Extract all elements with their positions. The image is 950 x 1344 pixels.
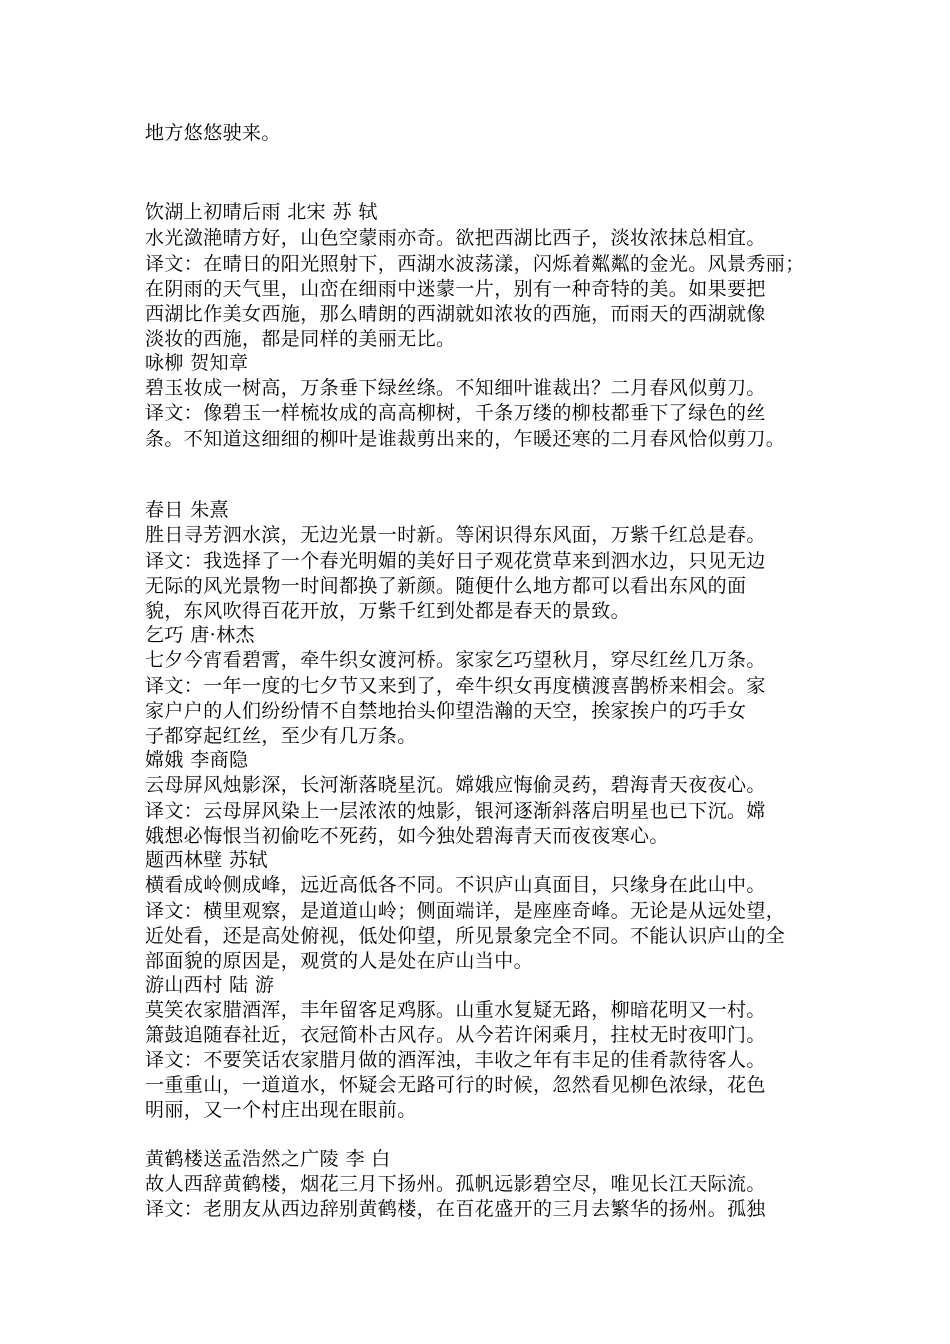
- translation-line: 译文：像碧玉一样梳妆成的高高柳树，千条万缕的柳枝都垂下了绿色的丝: [145, 402, 766, 424]
- translation-line: 在阴雨的天气里，山峦在细雨中迷蒙一片，别有一种奇特的美。如果要把: [145, 278, 766, 300]
- poem-title: 春日 朱熹: [145, 499, 230, 521]
- poem-text: 故人西辞黄鹤楼，烟花三月下扬州。孤帆远影碧空尽，唯见长江天际流。: [145, 1173, 766, 1195]
- poem-text: 云母屏风烛影深，长河渐落晓星沉。嫦娥应悔偷灵药，碧海青天夜夜心。: [145, 774, 766, 796]
- translation-line: 译文：在晴日的阳光照射下，西湖水波荡漾，闪烁着粼粼的金光。风景秀丽；: [145, 253, 805, 275]
- translation-line: 一重重山，一道道水，怀疑会无路可行的时候，忽然看见柳色浓绿，花色: [145, 1074, 766, 1096]
- poem-text: 水光潋滟晴方好，山色空蒙雨亦奇。欲把西湖比西子，淡妆浓抹总相宜。: [145, 227, 766, 249]
- poem-text: 莫笑农家腊酒浑，丰年留客足鸡豚。山重水复疑无路，柳暗花明又一村。: [145, 999, 766, 1021]
- poem-title: 饮湖上初晴后雨 北宋 苏 轼: [145, 201, 378, 223]
- translation-line: 部面貌的原因是，观赏的人是处在庐山当中。: [145, 950, 534, 972]
- translation-line: 西湖比作美女西施，那么晴朗的西湖就如浓妆的西施，而雨天的西湖就像: [145, 303, 766, 325]
- translation-line: 无际的风光景物一时间都换了新颜。随便什么地方都可以看出东风的面: [145, 575, 747, 597]
- poem-text: 胜日寻芳泗水滨，无边光景一时新。等闲识得东风面，万紫千红总是春。: [145, 524, 766, 546]
- translation-line: 译文：横里观察，是道道山岭；侧面端详，是座座奇峰。无论是从远处望，: [145, 900, 786, 922]
- text-line: 地方悠悠驶来。: [145, 122, 281, 144]
- translation-line: 译文：我选择了一个春光明媚的美好日子观花赏草来到泗水边，只见无边: [145, 550, 766, 572]
- poem-title: 黄鹤楼送孟浩然之广陵 李 白: [145, 1148, 391, 1170]
- poem-text: 碧玉妆成一树高，万条垂下绿丝绦。不知细叶谁裁出？二月春风似剪刀。: [145, 377, 766, 399]
- translation-line: 淡妆的西施，都是同样的美丽无比。: [145, 328, 456, 350]
- translation-line: 条。不知道这细细的柳叶是谁裁剪出来的，乍暖还寒的二月春风恰似剪刀。: [145, 428, 786, 450]
- translation-line: 家户户的人们纷纷情不自禁地抬头仰望浩瀚的天空，挨家挨户的巧手女: [145, 700, 747, 722]
- translation-line: 译文：老朋友从西边辞别黄鹤楼，在百花盛开的三月去繁华的扬州。孤独: [145, 1198, 766, 1220]
- poem-title: 咏柳 贺知章: [145, 352, 249, 374]
- translation-line: 译文：不要笑话农家腊月做的酒浑浊，丰收之年有丰足的佳肴款待客人。: [145, 1049, 766, 1071]
- poem-title: 题西林壁 苏轼: [145, 849, 268, 871]
- poem-title: 游山西村 陆 游: [145, 974, 275, 996]
- translation-line: 貌，东风吹得百花开放，万紫千红到处都是春天的景致。: [145, 600, 631, 622]
- translation-line: 译文：一年一度的七夕节又来到了，牵牛织女再度横渡喜鹊桥来相会。家: [145, 675, 766, 697]
- translation-line: 明丽，又一个村庄出现在眼前。: [145, 1099, 417, 1121]
- poem-text: 七夕今宵看碧霄，牵牛织女渡河桥。家家乞巧望秋月，穿尽红丝几万条。: [145, 649, 766, 671]
- poem-title: 嫦娥 李商隐: [145, 749, 249, 771]
- poem-text: 箫鼓追随春社近，衣冠简朴古风存。从今若许闲乘月，拄杖无时夜叩门。: [145, 1024, 766, 1046]
- translation-line: 译文：云母屏风染上一层浓浓的烛影，银河逐渐斜落启明星也已下沉。嫦: [145, 800, 766, 822]
- translation-line: 近处看，还是高处俯视，低处仰望，所见景象完全不同。不能认识庐山的全: [145, 925, 786, 947]
- translation-line: 子都穿起红丝，至少有几万条。: [145, 725, 417, 747]
- poem-title: 乞巧 唐·林杰: [145, 624, 255, 646]
- poem-text: 横看成岭侧成峰，远近高低各不同。不识庐山真面目，只缘身在此山中。: [145, 874, 766, 896]
- translation-line: 娥想必悔恨当初偷吃不死药，如今独处碧海青天而夜夜寒心。: [145, 825, 669, 847]
